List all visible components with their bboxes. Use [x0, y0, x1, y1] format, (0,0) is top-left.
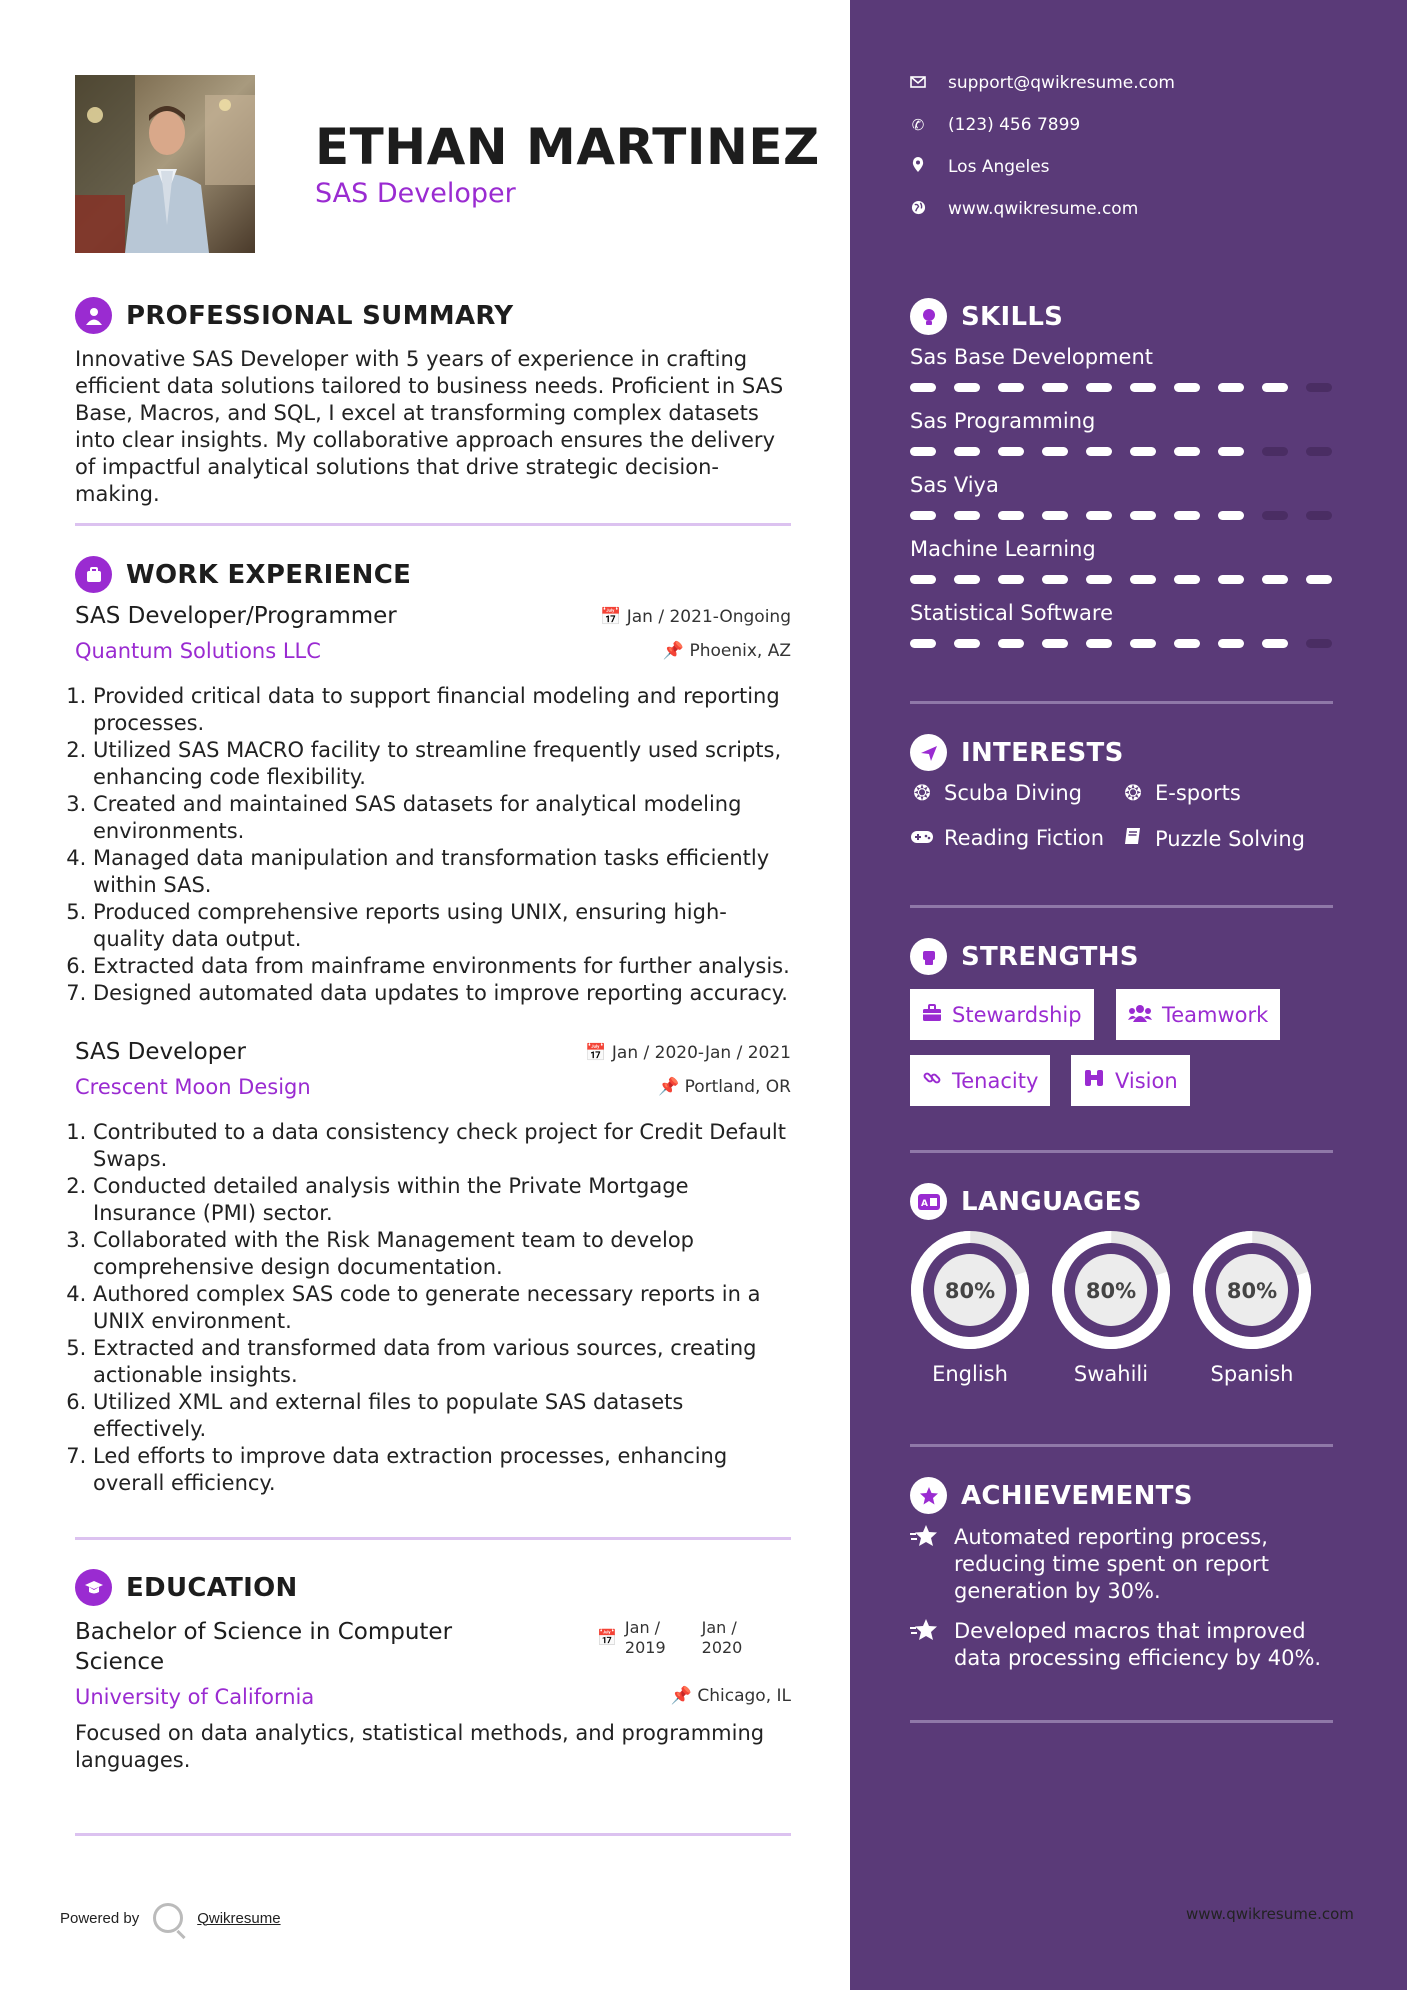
language-percent: 80%: [944, 1279, 996, 1303]
translate-icon: [910, 1183, 947, 1220]
language-percent: 80%: [1226, 1279, 1278, 1303]
job-location: 📌 Portland, OR: [658, 1077, 791, 1097]
language-name: Spanish: [1210, 1362, 1294, 1386]
job-entry: [75, 603, 791, 1013]
list-item: 5. Produced comprehensive reports using UNIX, ensuring high-quality data output.: [93, 899, 791, 953]
language-gauge: [1192, 1230, 1312, 1350]
job-entry: [75, 1039, 791, 1495]
sidebar-divider: [910, 701, 1333, 704]
summary-heading: [75, 297, 513, 334]
education-text: Focused on data analytics, statistical methods, and programming languages.: [75, 1721, 765, 1772]
job-location: 📌 Phoenix, AZ: [662, 641, 791, 661]
languages-heading: [910, 1183, 1142, 1220]
education-heading: [75, 1569, 298, 1606]
job-bullets: [75, 683, 791, 1007]
book-icon: [1121, 826, 1145, 851]
skill-level-segment: [1262, 639, 1288, 648]
job-date: 📅 Jan / 2021-Ongoing: [600, 607, 791, 627]
candidate-title: SAS Developer: [315, 178, 516, 209]
skill-level-segment: [1306, 383, 1332, 392]
skill-level-segment: [954, 447, 980, 456]
candidate-name: ETHAN MARTINEZ: [315, 118, 820, 176]
skill-level-segment: [1130, 383, 1156, 392]
interests-heading: [910, 734, 1124, 771]
language-item: [1051, 1230, 1171, 1386]
education-heading-text: EDUCATION: [126, 1572, 298, 1603]
job-title: SAS Developer: [75, 1039, 246, 1065]
skill-item: [910, 537, 1333, 561]
list-item: 2. Utilized SAS MACRO facility to streamline frequently used scripts, enhancing code flexibility.: [93, 737, 791, 791]
skill-level-segment: [1042, 383, 1068, 392]
pin-icon: 📌: [662, 641, 685, 661]
sidebar-divider: [910, 1444, 1333, 1447]
skills-heading: [910, 298, 1063, 335]
language-percent: 80%: [1085, 1279, 1137, 1303]
link-icon: [922, 1068, 942, 1093]
skill-level-segment: [1306, 575, 1332, 584]
lightbulb-icon: [910, 298, 947, 335]
skill-name: Sas Viya: [910, 473, 999, 497]
summary-heading-text: PROFESSIONAL SUMMARY: [126, 300, 514, 331]
globe-icon: [910, 200, 926, 219]
skill-level-segment: [1042, 511, 1068, 520]
strengths-heading-text: STRENGTHS: [961, 941, 1139, 972]
skill-meter: [910, 639, 1332, 648]
skill-item: [910, 473, 1333, 497]
powered-by-label: Powered by: [60, 1909, 140, 1927]
experience-heading: [75, 556, 411, 593]
skill-level-segment: [1130, 639, 1156, 648]
skill-name: Sas Programming: [910, 409, 1096, 433]
job-bullets: [75, 1119, 791, 1497]
list-item: 6. Utilized XML and external files to populate SAS datasets effectively.: [93, 1389, 791, 1443]
skill-level-segment: [910, 575, 936, 584]
list-item: 2. Conducted detailed analysis within the Private Mortgage Insurance (PMI) sector.: [93, 1173, 791, 1227]
contact-email[interactable]: support@qwikresume.com: [910, 73, 1175, 93]
star-icon: [910, 1618, 938, 1672]
skill-level-segment: [1130, 447, 1156, 456]
skill-item: [910, 601, 1333, 625]
skill-level-segment: [1218, 575, 1244, 584]
pin-icon: 📌: [658, 1077, 680, 1097]
skill-level-segment: [910, 639, 936, 648]
contact-location: Los Angeles: [910, 157, 1050, 177]
job-title: SAS Developer/Programmer: [75, 603, 397, 629]
skill-level-segment: [1262, 447, 1288, 456]
pin-icon: 📌: [670, 1686, 692, 1706]
fist-icon: [910, 938, 947, 975]
skill-level-segment: [1042, 639, 1068, 648]
list-item: 7. Designed automated data updates to improve reporting accuracy.: [93, 980, 791, 1007]
users-icon: [1128, 1003, 1152, 1027]
achievements-heading: [910, 1477, 1193, 1514]
education-date: 📅 Jan / 2019 Jan / 2020: [597, 1618, 743, 1657]
skill-level-segment: [1086, 511, 1112, 520]
summary-text: Innovative SAS Developer with 5 years of experience in crafting efficient data solutions tailored to business needs. Proficient in SAS Base, Macros, and SQL, I excel at transforming complex datasets into clear insights. My collaborative approach ensures the delivery of impactful analytical solutions that drive strategic decision-making.: [75, 347, 784, 506]
sidebar-divider: [910, 1720, 1333, 1723]
strength-badge: Vision: [1071, 1055, 1190, 1106]
section-divider: [75, 1833, 791, 1836]
briefcase-icon: [75, 556, 112, 593]
skill-level-segment: [954, 511, 980, 520]
skill-item: [910, 409, 1333, 433]
skill-level-segment: [1218, 639, 1244, 648]
achievements-heading-text: ACHIEVEMENTS: [961, 1480, 1193, 1511]
interest-item: Reading Fiction: [910, 826, 1104, 850]
school-name: University of California: [75, 1685, 315, 1709]
sidebar-divider: [910, 905, 1333, 908]
skill-name: Machine Learning: [910, 537, 1096, 561]
skill-level-segment: [954, 383, 980, 392]
skill-meter: [910, 511, 1332, 520]
skill-level-segment: [910, 447, 936, 456]
calendar-icon: 📅: [600, 607, 622, 627]
skill-name: Sas Base Development: [910, 345, 1153, 369]
skill-level-segment: [1262, 511, 1288, 520]
star-badge-icon: [910, 1477, 947, 1514]
strengths-heading: [910, 938, 1139, 975]
skill-level-segment: [1218, 511, 1244, 520]
skill-level-segment: [1174, 447, 1200, 456]
list-item: 4. Authored complex SAS code to generate necessary reports in a UNIX environment.: [93, 1281, 791, 1335]
section-divider: [75, 1537, 791, 1540]
achievement-item: Automated reporting process, reducing time spent on report generation by 30%.: [910, 1524, 1333, 1605]
strength-badge: Tenacity: [910, 1055, 1050, 1106]
skill-level-segment: [1262, 383, 1288, 392]
skill-level-segment: [998, 511, 1024, 520]
languages-heading-text: LANGUAGES: [961, 1186, 1142, 1217]
skill-level-segment: [998, 447, 1024, 456]
svg-text:A: A: [920, 1198, 928, 1209]
list-item: 5. Extracted and transformed data from various sources, creating actionable insights.: [93, 1335, 791, 1389]
skill-level-segment: [1130, 575, 1156, 584]
section-divider: [75, 523, 791, 526]
skill-level-segment: [1174, 639, 1200, 648]
skill-level-segment: [1042, 575, 1068, 584]
language-name: English: [932, 1362, 1008, 1386]
skill-level-segment: [1262, 575, 1288, 584]
skill-level-segment: [1086, 575, 1112, 584]
skill-level-segment: [1174, 575, 1200, 584]
skill-level-segment: [1218, 383, 1244, 392]
skill-level-segment: [1086, 383, 1112, 392]
list-item: 1. Provided critical data to support financial modeling and reporting processes.: [93, 683, 791, 737]
lifebuoy-icon: ❂: [913, 781, 931, 805]
job-company: Crescent Moon Design: [75, 1075, 311, 1099]
phone-icon: ✆: [911, 116, 925, 134]
skill-level-segment: [1218, 447, 1244, 456]
skill-meter: [910, 383, 1332, 392]
star-icon: [910, 1524, 938, 1605]
powered-by: [60, 1903, 281, 1933]
list-item: 6. Extracted data from mainframe environments for further analysis.: [93, 953, 791, 980]
skill-level-segment: [1174, 383, 1200, 392]
calendar-icon: 📅: [597, 1628, 617, 1647]
binoculars-icon: [1083, 1068, 1105, 1093]
sidebar-divider: [910, 1150, 1333, 1153]
contact-phone: ✆ (123) 456 7899: [911, 115, 1081, 135]
skill-level-segment: [910, 511, 936, 520]
profile-photo: [75, 75, 255, 253]
list-item: 4. Managed data manipulation and transformation tasks efficiently within SAS.: [93, 845, 791, 899]
skill-meter: [910, 575, 1332, 584]
interest-item: ❂ Scuba Diving: [910, 781, 1082, 805]
interest-item: Puzzle Solving: [1121, 826, 1305, 851]
education-location: 📌 Chicago, IL: [670, 1686, 791, 1706]
skill-name: Statistical Software: [910, 601, 1114, 625]
list-item: 3. Created and maintained SAS datasets for analytical modeling environments.: [93, 791, 791, 845]
skill-item: [910, 345, 1333, 369]
skill-level-segment: [1306, 639, 1332, 648]
envelope-icon: [910, 74, 926, 92]
skill-level-segment: [1086, 639, 1112, 648]
language-gauge: [910, 1230, 1030, 1350]
language-name: Swahili: [1073, 1362, 1149, 1386]
list-item: 3. Collaborated with the Risk Management team to develop comprehensive design documentation.: [93, 1227, 791, 1281]
strength-badge: Teamwork: [1116, 989, 1280, 1040]
strength-badge: Stewardship: [910, 989, 1094, 1040]
skill-level-segment: [1042, 447, 1068, 456]
achievement-item: Developed macros that improved data processing efficiency by 40%.: [910, 1618, 1333, 1672]
job-date: 📅 Jan / 2020-Jan / 2021: [585, 1043, 791, 1063]
interest-item: ❂ E-sports: [1121, 781, 1241, 805]
skill-meter: [910, 447, 1332, 456]
skill-level-segment: [1130, 511, 1156, 520]
interests-heading-text: INTERESTS: [961, 737, 1124, 768]
list-item: 1. Contributed to a data consistency check project for Credit Default Swaps.: [93, 1119, 791, 1173]
skill-level-segment: [998, 383, 1024, 392]
footer-url[interactable]: www.qwikresume.com: [1186, 1905, 1354, 1923]
qwikresume-logo-icon: [153, 1903, 183, 1933]
paper-plane-icon: [910, 734, 947, 771]
user-icon: [75, 297, 112, 334]
skill-level-segment: [910, 383, 936, 392]
calendar-icon: 📅: [585, 1043, 607, 1063]
skill-level-segment: [1306, 511, 1332, 520]
skills-heading-text: SKILLS: [961, 301, 1064, 332]
skill-level-segment: [998, 575, 1024, 584]
qwikresume-link[interactable]: Qwikresume: [197, 1909, 281, 1927]
skill-level-segment: [954, 639, 980, 648]
experience-heading-text: WORK EXPERIENCE: [126, 559, 412, 590]
job-company: Quantum Solutions LLC: [75, 639, 321, 663]
list-item: 7. Led efforts to improve data extraction processes, enhancing overall efficiency.: [93, 1443, 791, 1497]
skill-level-segment: [954, 575, 980, 584]
lifebuoy-icon: ❂: [1124, 781, 1142, 805]
degree-title: Bachelor of Science in Computer Science: [75, 1619, 453, 1675]
language-item: [910, 1230, 1030, 1386]
location-pin-icon: [910, 157, 926, 177]
skill-level-segment: [1174, 511, 1200, 520]
skill-level-segment: [998, 639, 1024, 648]
language-item: [1192, 1230, 1312, 1386]
skill-level-segment: [1086, 447, 1112, 456]
briefcase-icon: [922, 1003, 942, 1027]
language-gauge: [1051, 1230, 1171, 1350]
contact-website[interactable]: www.qwikresume.com: [910, 199, 1138, 219]
gamepad-icon: [910, 826, 934, 850]
skill-level-segment: [1306, 447, 1332, 456]
graduation-icon: [75, 1569, 112, 1606]
